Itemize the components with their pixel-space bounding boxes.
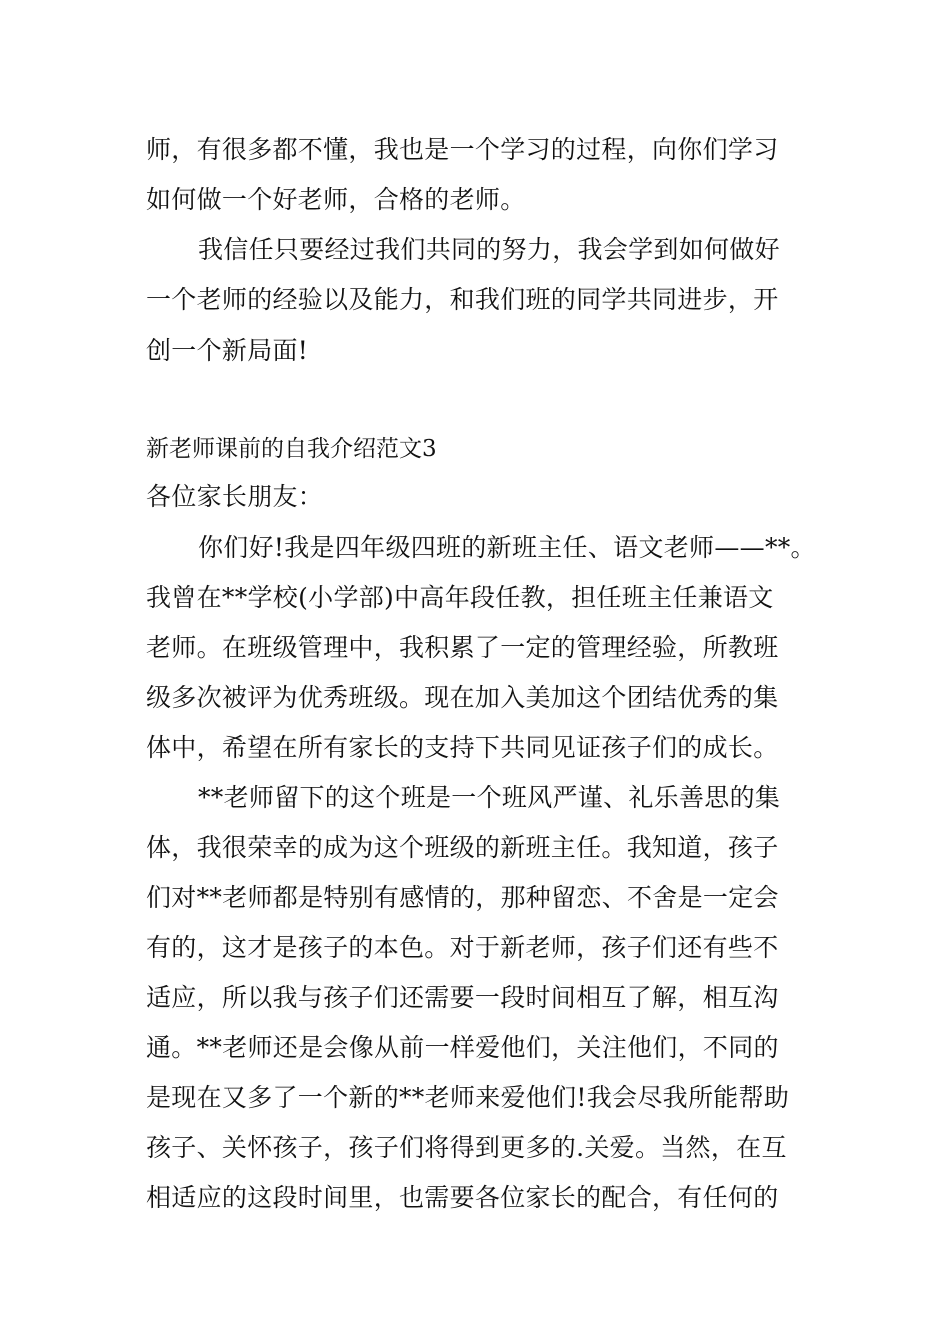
text-line: 们对**老师都是特别有感情的，那种留恋、不舍是一定会 — [146, 883, 779, 912]
text-line: 体中，希望在所有家长的支持下共同见证孩子们的成长。 — [146, 733, 779, 762]
text-line: 老师。在班级管理中，我积累了一定的管理经验，所教班 — [146, 633, 779, 662]
text-line: 我信任只要经过我们共同的努力，我会学到如何做好 — [198, 235, 780, 264]
text-line: **老师留下的这个班是一个班风严谨、礼乐善思的集 — [198, 783, 781, 812]
text-line: 体，我很荣幸的成为这个班级的新班主任。我知道，孩子 — [146, 833, 779, 862]
text-line: 我曾在**学校(小学部)中高年段任教，担任班主任兼语文 — [146, 583, 774, 612]
salutation: 各位家长朋友： — [146, 482, 324, 511]
section-heading: 新老师课前的自我介绍范文3 — [146, 436, 437, 462]
text-line: 级多次被评为优秀班级。现在加入美加这个团结优秀的集 — [146, 683, 779, 712]
text-line: 是现在又多了一个新的**老师来爱他们!我会尽我所能帮助 — [146, 1083, 790, 1112]
text-line: 一个老师的经验以及能力，和我们班的同学共同进步，开 — [146, 285, 779, 314]
text-line: 如何做一个好老师，合格的老师。 — [146, 185, 526, 214]
text-line: 有的，这才是孩子的本色。对于新老师，孩子们还有些不 — [146, 933, 779, 962]
text-line: 孩子、关怀孩子，孩子们将得到更多的.关爱。当然，在互 — [146, 1133, 787, 1162]
text-line: 适应，所以我与孩子们还需要一段时间相互了解，相互沟 — [146, 983, 779, 1012]
text-line: 创一个新局面! — [146, 336, 309, 365]
text-line: 通。**老师还是会像从前一样爱他们，关注他们，不同的 — [146, 1033, 779, 1062]
text-line: 你们好!我是四年级四班的新班主任、语文老师——**。 — [198, 533, 816, 562]
text-line: 师，有很多都不懂，我也是一个学习的过程，向你们学习 — [146, 135, 779, 164]
text-line: 相适应的这段时间里，也需要各位家长的配合，有任何的 — [146, 1183, 779, 1212]
